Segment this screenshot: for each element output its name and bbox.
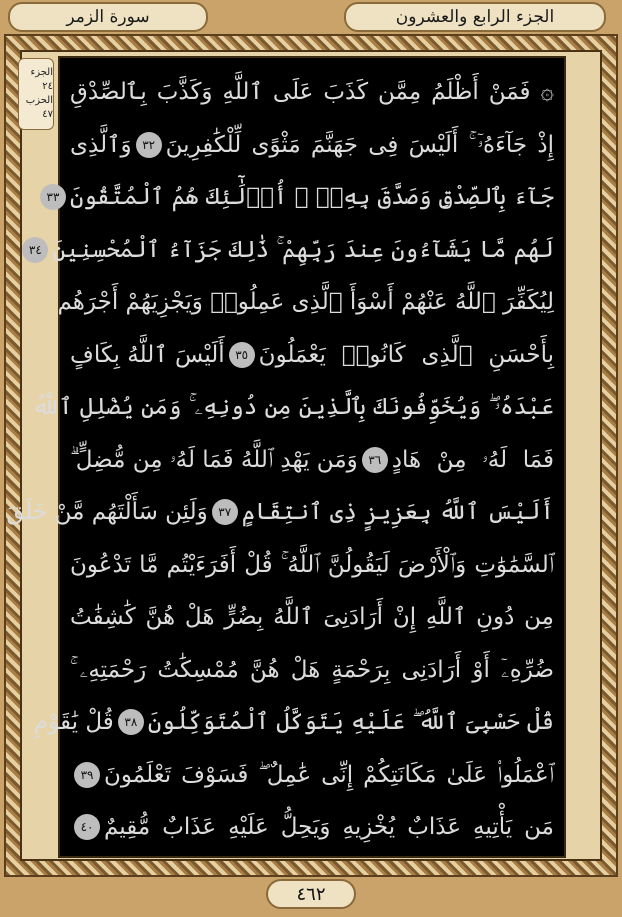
hizb-label: الحزب ٤٧ [25,95,53,120]
ayah-number-icon: ٣٩ [74,762,100,788]
text-line [70,644,554,696]
line-text: ضُرِّهِۦٓ أَوْ أَرَادَنِى بِرَحْمَةٍ هَلْ هُنَّ مُمْسِكَٰتُ رَحْمَتِهِۦ ۚ [70,656,554,683]
text-line [70,591,554,643]
text-line [70,801,554,853]
text-line [57,276,554,328]
text-line [32,381,554,433]
surah-title: سورة الزمر [66,7,150,27]
line-text: ٱلسَّمَٰوَٰتِ وَٱلْأَرْضَ لَيَقُولُنَّ ٱللَّهُ ۚ قُلْ أَفَرَءَيْتُم مَّا تَدْعُونَ [70,551,554,578]
ayah-number-icon: ٤٠ [74,814,100,840]
ayah-number-icon: ٣٢ [136,132,162,158]
text-line [28,224,554,276]
page-number: ٤٦٢ [296,883,326,905]
text-line [46,171,554,223]
line-text: جَآءَ بِٱلصِّدْقِ وَصَدَّقَ بِهِۦٓ ۙ أُو۟لَٰٓئِكَ هُمُ ٱلْمُتَّقُونَ [69,184,554,210]
page-number-badge [266,879,356,909]
ayah-number-icon: ٣٦ [362,447,388,473]
line-text: عَبْدَهُۥ ۖ وَيُخَوِّفُونَكَ بِٱلَّذِينَ مِن دُونِهِۦ ۚ وَمَن يُضْلِلِ ٱللَّهُ [32,394,554,420]
line-text: بِأَحْسَنِ ٱلَّذِى كَانُوا۟ يَعْمَلُونَ [258,341,554,368]
line-text: مِن دُونِ ٱللَّهِ إِنْ أَرَادَنِىَ ٱللَّهُ بِضُرٍّ هَلْ هُنَّ كَٰشِفَٰتُ [70,604,554,630]
ayah-number-icon: ٣٣ [40,184,66,210]
juz-title-header [344,2,606,32]
line-text: مَن يَأْتِيهِ عَذَابٌ يُخْزِيهِ وَيَحِلُّ عَلَيْهِ عَذَابٌ مُّقِيمٌ [104,814,554,840]
juz-label: الجزء ٢٤ [30,67,53,92]
text-line [70,749,554,801]
ayah-number-icon: ٣٧ [212,499,238,525]
line-text-continuation: وَمَن يَهْدِ ٱللَّهُ فَمَا لَهُۥ مِن مُّضِلٍّ ۗ [70,446,358,473]
text-line [70,329,554,381]
juz-title: الجزء الرابع والعشرون [395,7,555,27]
text-line [70,119,554,171]
text-line [70,434,554,486]
juz-hizb-marker [18,58,54,130]
line-text: فَمَا لَهُۥ مِنْ هَادٍ [391,446,554,473]
line-text: ۞ فَمَنْ أَظْلَمُ مِمَّن كَذَبَ عَلَى ٱللَّهِ وَكَذَّبَ بِٱلصِّدْقِ [70,79,554,105]
text-line [70,539,554,591]
line-text: ٱعْمَلُوا۟ عَلَىٰ مَكَانَتِكُمْ إِنِّى عَٰمِلٌ ۖ فَسَوْفَ تَعْلَمُونَ [104,761,554,788]
text-line [33,696,554,748]
line-text: قُلْ حَسْبِىَ ٱللَّهُ ۖ عَلَيْهِ يَتَوَكَّلُ ٱلْمُتَوَكِّلُونَ [147,709,554,735]
ayah-number-icon: ٣٥ [229,342,255,368]
line-text-continuation: أَلَيْسَ ٱللَّهُ بِكَافٍ [70,341,225,368]
ayah-number-icon: ٣٤ [22,237,48,263]
text-line [70,66,554,118]
line-text: لَهُم مَّا يَشَآءُونَ عِندَ رَبِّهِمْ ۚ ذَٰلِكَ جَزَآءُ ٱلْمُحْسِنِينَ [52,236,554,263]
line-text: أَلَيْسَ ٱللَّهُ بِعَزِيزٍ ذِى ٱنتِقَامٍ [241,499,554,525]
line-text-continuation: وَٱلَّذِى [70,131,132,158]
line-text-continuation: وَلَئِن سَأَلْتَهُم مَّنْ خَلَقَ [6,499,208,525]
line-text: لِيُكَفِّرَ ٱللَّهُ عَنْهُمْ أَسْوَأَ ٱلَّذِى عَمِلُوا۟ وَيَجْزِيَهُمْ أَجْرَهُم [57,289,554,315]
surah-title-header [8,2,208,32]
ayah-number-icon: ٣٨ [118,709,144,735]
line-text-continuation: قُلْ يَٰقَوْمِ [33,709,114,735]
text-line [6,486,554,538]
line-text: إِذْ جَآءَهُۥٓ ۚ أَلَيْسَ فِى جَهَنَّمَ مَثْوًى لِّلْكَٰفِرِينَ [165,131,554,158]
